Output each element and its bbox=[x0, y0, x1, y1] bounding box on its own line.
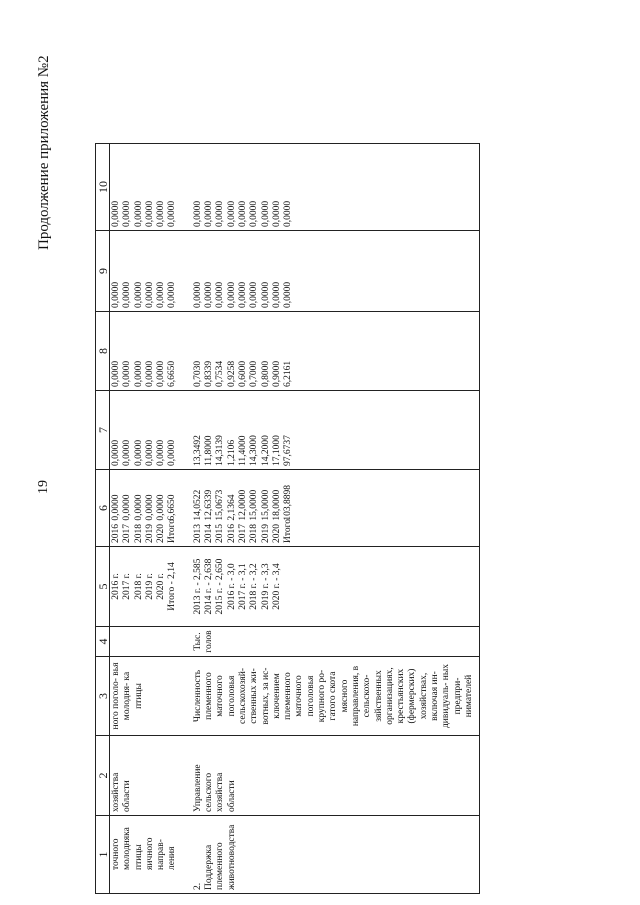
funding-line: 2020 18,0000 bbox=[271, 489, 282, 543]
value: 14,3139 bbox=[215, 435, 226, 466]
value: 0,0000 bbox=[283, 281, 294, 308]
event-name: Поддержка племенного животноводства bbox=[204, 824, 237, 890]
appendix-continuation-note: Продолжение приложения №2 bbox=[36, 55, 52, 250]
value: 0,9258 bbox=[226, 360, 237, 387]
value: 1,2106 bbox=[226, 439, 237, 466]
value: 0,0000 bbox=[192, 200, 203, 227]
value: 0,0000 bbox=[249, 200, 260, 227]
target-value: 2019 г. - 3,3 bbox=[260, 563, 271, 610]
target-value: Итого - 2,14 bbox=[167, 562, 178, 611]
federal-funding-cell bbox=[180, 391, 480, 470]
value: 0,6000 bbox=[237, 360, 248, 387]
extrabudgetary-funding-cell bbox=[110, 144, 180, 231]
program-table bbox=[95, 143, 480, 894]
value: 0,0000 bbox=[156, 281, 167, 308]
event-name-cell bbox=[180, 816, 480, 894]
value: 0,0000 bbox=[215, 200, 226, 227]
unit-text: Тыс. голов bbox=[192, 630, 215, 653]
value: 0,0000 bbox=[260, 200, 271, 227]
value: 0,0000 bbox=[111, 200, 121, 227]
target-value: 2020 г. - 3,4 bbox=[271, 563, 282, 610]
row-number: 2. bbox=[192, 882, 203, 890]
value: 0,0000 bbox=[122, 439, 133, 466]
value: 0,0000 bbox=[111, 360, 121, 387]
value: 0,0000 bbox=[133, 439, 144, 466]
column-header: 8 bbox=[96, 312, 110, 391]
target-value: 2017 г. bbox=[122, 573, 133, 600]
value: 0,9000 bbox=[271, 360, 282, 387]
value: 0,0000 bbox=[167, 200, 178, 227]
indicator-cell: ного поголо- вья молодня- ка птицы bbox=[110, 657, 180, 736]
column-header: 3 bbox=[96, 657, 110, 736]
value: 0,0000 bbox=[283, 200, 294, 227]
total-funding-cell bbox=[110, 470, 180, 547]
extrabudgetary-funding-cell bbox=[180, 144, 480, 231]
target-value: 2019 г. bbox=[144, 573, 155, 600]
value: 0,0000 bbox=[111, 439, 121, 466]
local-funding-cell bbox=[180, 231, 480, 312]
value: 0,8339 bbox=[204, 360, 215, 387]
funding-line: 2017 12,0000 bbox=[237, 489, 248, 543]
column-number-row bbox=[96, 144, 110, 894]
value: 0,0000 bbox=[133, 360, 144, 387]
value: 0,7000 bbox=[249, 360, 260, 387]
value: 0,0000 bbox=[271, 200, 282, 227]
value: 0,8000 bbox=[260, 360, 271, 387]
target-values-cell bbox=[110, 547, 180, 627]
value: 0,0000 bbox=[156, 360, 167, 387]
unit-cell bbox=[180, 627, 480, 657]
funding-line: 2016 2,1364 bbox=[226, 494, 237, 543]
target-value: 2014 г. - 2,638 bbox=[204, 558, 215, 615]
local-funding-cell bbox=[110, 231, 180, 312]
funding-line: 2014 12,6339 bbox=[204, 489, 215, 543]
funding-line: 2020 0,0000 bbox=[156, 494, 167, 543]
funding-line: Итого 103,8898 bbox=[283, 485, 294, 543]
page-number: 19 bbox=[36, 480, 51, 494]
value: 0,0000 bbox=[156, 200, 167, 227]
executor-cell bbox=[180, 736, 480, 816]
funding-line: Итого 6,6650 bbox=[167, 494, 178, 543]
value: 0,0000 bbox=[237, 200, 248, 227]
value: 0,0000 bbox=[122, 281, 133, 308]
value: 0,0000 bbox=[226, 281, 237, 308]
value: 0,0000 bbox=[122, 200, 133, 227]
value: 0,0000 bbox=[260, 281, 271, 308]
funding-line: 2013 14,0522 bbox=[192, 489, 203, 543]
target-values-cell bbox=[180, 547, 480, 627]
funding-line: 2018 0,0000 bbox=[133, 494, 144, 543]
executor-cell: хозяйства области bbox=[110, 736, 180, 816]
target-value: 2013 г. - 2,585 bbox=[192, 558, 203, 615]
column-header: 9 bbox=[96, 231, 110, 312]
value: 0,0000 bbox=[249, 281, 260, 308]
value: 6,6650 bbox=[167, 360, 178, 387]
funding-line: 2017 0,0000 bbox=[122, 494, 133, 543]
value: 0,0000 bbox=[133, 281, 144, 308]
funding-line: 2019 15,0000 bbox=[260, 489, 271, 543]
value: 14,2000 bbox=[260, 435, 271, 466]
column-header: 4 bbox=[96, 627, 110, 657]
value: 0,0000 bbox=[133, 200, 144, 227]
target-value: 2016 г. bbox=[111, 573, 121, 600]
target-value: 2020 г. bbox=[156, 573, 167, 600]
value: 14,3000 bbox=[249, 435, 260, 466]
target-value: 2018 г. - 3,2 bbox=[249, 563, 260, 610]
indicator-text: Численность племенного маточного поголовья сельскохозяй- ственных жи- вотных, за ис- ключением племенного маточного поголовья крупного ро- гатого скота мясного направления, в сельскохо- зяйственных организациях, крестьянских (фермерских) хозяйствах, включая ин- дивидуаль- ных предпри- нимателей bbox=[192, 663, 474, 729]
column-header: 2 bbox=[96, 736, 110, 816]
value: 0,7030 bbox=[192, 360, 203, 387]
value: 0,0000 bbox=[215, 281, 226, 308]
target-value: 2015 г. - 2,650 bbox=[215, 558, 226, 615]
value: 13,3492 bbox=[192, 435, 203, 466]
value: 0,0000 bbox=[122, 360, 133, 387]
value: 0,0000 bbox=[144, 200, 155, 227]
value: 0,0000 bbox=[167, 281, 178, 308]
value: 0,0000 bbox=[167, 439, 178, 466]
executor-name: Управление сельского хозяйства области bbox=[192, 764, 237, 812]
funding-line: 2015 15,0673 bbox=[215, 489, 226, 543]
regional-funding-cell bbox=[110, 312, 180, 391]
value: 0,0000 bbox=[226, 200, 237, 227]
column-header: 5 bbox=[96, 547, 110, 627]
value: 0,0000 bbox=[237, 281, 248, 308]
indicator-cell bbox=[180, 657, 480, 736]
table-row bbox=[180, 144, 480, 894]
value: 0,0000 bbox=[111, 281, 121, 308]
value: 0,0000 bbox=[144, 360, 155, 387]
value: 0,0000 bbox=[204, 281, 215, 308]
target-value: 2017 г. - 3,1 bbox=[237, 563, 248, 610]
column-header: 7 bbox=[96, 391, 110, 470]
value: 17,1000 bbox=[271, 435, 282, 466]
value: 11,8000 bbox=[204, 435, 215, 466]
value: 0,0000 bbox=[192, 281, 203, 308]
column-header: 6 bbox=[96, 470, 110, 547]
funding-line: 2016 0,0000 bbox=[111, 494, 121, 543]
column-header: 10 bbox=[96, 144, 110, 231]
federal-funding-cell bbox=[110, 391, 180, 470]
funding-line: 2019 0,0000 bbox=[144, 494, 155, 543]
regional-funding-cell bbox=[180, 312, 480, 391]
value: 0,7534 bbox=[215, 360, 226, 387]
event-name-cell: точного молодняка птицы яичного направ- ления bbox=[110, 816, 180, 894]
table-row bbox=[110, 144, 180, 894]
total-funding-cell bbox=[180, 470, 480, 547]
value: 6,2161 bbox=[283, 360, 294, 387]
unit-cell bbox=[110, 627, 180, 657]
value: 0,0000 bbox=[271, 281, 282, 308]
target-value: 2016 г. - 3,0 bbox=[226, 563, 237, 610]
value: 11,4000 bbox=[237, 435, 248, 466]
value: 0,0000 bbox=[204, 200, 215, 227]
column-header: 1 bbox=[96, 816, 110, 894]
target-value: 2018 г. bbox=[133, 573, 144, 600]
value: 0,0000 bbox=[144, 281, 155, 308]
value: 0,0000 bbox=[156, 439, 167, 466]
value: 97,6737 bbox=[283, 435, 294, 466]
value: 0,0000 bbox=[144, 439, 155, 466]
funding-line: 2018 15,0000 bbox=[249, 489, 260, 543]
